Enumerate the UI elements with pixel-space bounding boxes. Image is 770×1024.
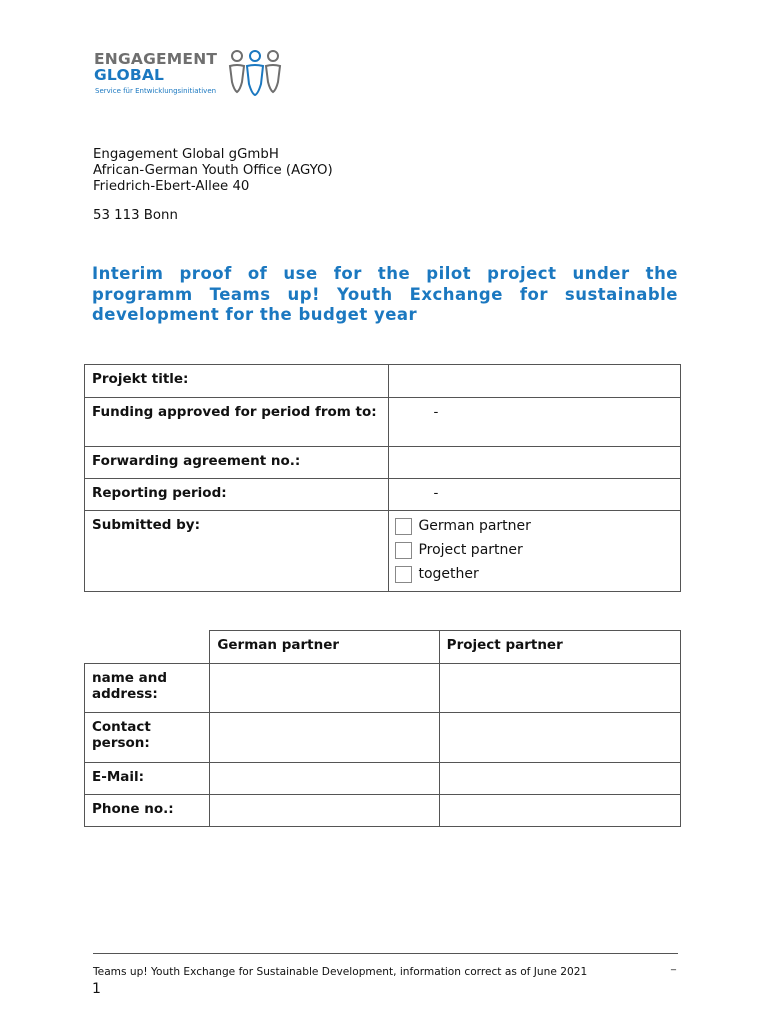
option-together[interactable] xyxy=(395,562,680,586)
checkbox-project-partner[interactable] xyxy=(395,542,412,559)
project-title-label: Projekt title: xyxy=(85,365,389,398)
row-label-email: E-Mail: xyxy=(85,763,210,795)
document-title: Interim proof of use for the pilot project under the programm Teams up! Youth Exchange for sustainable development for the budget year xyxy=(92,264,678,324)
project-partner-name-field[interactable] xyxy=(439,664,680,713)
address-line-1: Engagement Global gGmbH xyxy=(93,147,279,162)
submitted-by-options xyxy=(389,511,681,592)
project-partner-email-field[interactable] xyxy=(439,763,680,795)
empty-corner-cell xyxy=(85,631,210,664)
german-partner-phone-field[interactable] xyxy=(210,795,439,827)
funding-period-label: Funding approved for period from to: xyxy=(85,398,389,447)
engagement-global-logo xyxy=(94,50,294,100)
row-label-contact-person: Contact person: xyxy=(85,713,210,763)
logo-text-engagement: ENGAGEMENT xyxy=(94,50,218,68)
address-zip: 53 113 Bonn xyxy=(93,208,178,223)
logo-tagline: Service für Entwicklungsinitiativen xyxy=(95,87,217,95)
people-group-icon xyxy=(228,48,282,96)
header-project-partner: Project partner xyxy=(439,631,680,664)
row-label-phone: Phone no.: xyxy=(85,795,210,827)
german-partner-name-field[interactable] xyxy=(210,664,439,713)
option-label: together xyxy=(418,566,479,582)
header-german-partner: German partner xyxy=(210,631,439,664)
reporting-period-field[interactable]: - xyxy=(389,479,681,511)
reporting-period-label: Reporting period: xyxy=(85,479,389,511)
german-partner-contact-field[interactable] xyxy=(210,713,439,763)
checkbox-together[interactable] xyxy=(395,566,412,583)
option-label: Project partner xyxy=(418,542,523,558)
german-partner-email-field[interactable] xyxy=(210,763,439,795)
address-line-3: Friedrich-Ebert-Allee 40 xyxy=(93,179,250,194)
forwarding-agreement-label: Forwarding agreement no.: xyxy=(85,447,389,479)
page-number: 1 xyxy=(92,981,101,997)
funding-period-field[interactable]: - xyxy=(389,398,681,447)
forwarding-agreement-field[interactable] xyxy=(389,447,681,479)
project-title-field[interactable] xyxy=(389,365,681,398)
option-german-partner[interactable] xyxy=(395,514,680,538)
footer-divider xyxy=(93,953,678,954)
logo-text-global: GLOBAL xyxy=(94,66,165,84)
footer-dash: _ xyxy=(671,960,676,971)
footer-text: Teams up! Youth Exchange for Sustainable Development, information correct as of June 2021 xyxy=(93,966,588,978)
project-info-table xyxy=(84,364,681,592)
address-line-2: African-German Youth Office (AGYO) xyxy=(93,163,333,178)
submitted-by-label: Submitted by: xyxy=(85,511,389,592)
row-label-name-address: name and address: xyxy=(85,664,210,713)
partners-table xyxy=(84,630,681,827)
checkbox-german-partner[interactable] xyxy=(395,518,412,535)
recipient-address xyxy=(93,147,333,195)
project-partner-contact-field[interactable] xyxy=(439,713,680,763)
project-partner-phone-field[interactable] xyxy=(439,795,680,827)
option-project-partner[interactable] xyxy=(395,538,680,562)
option-label: German partner xyxy=(418,518,531,534)
